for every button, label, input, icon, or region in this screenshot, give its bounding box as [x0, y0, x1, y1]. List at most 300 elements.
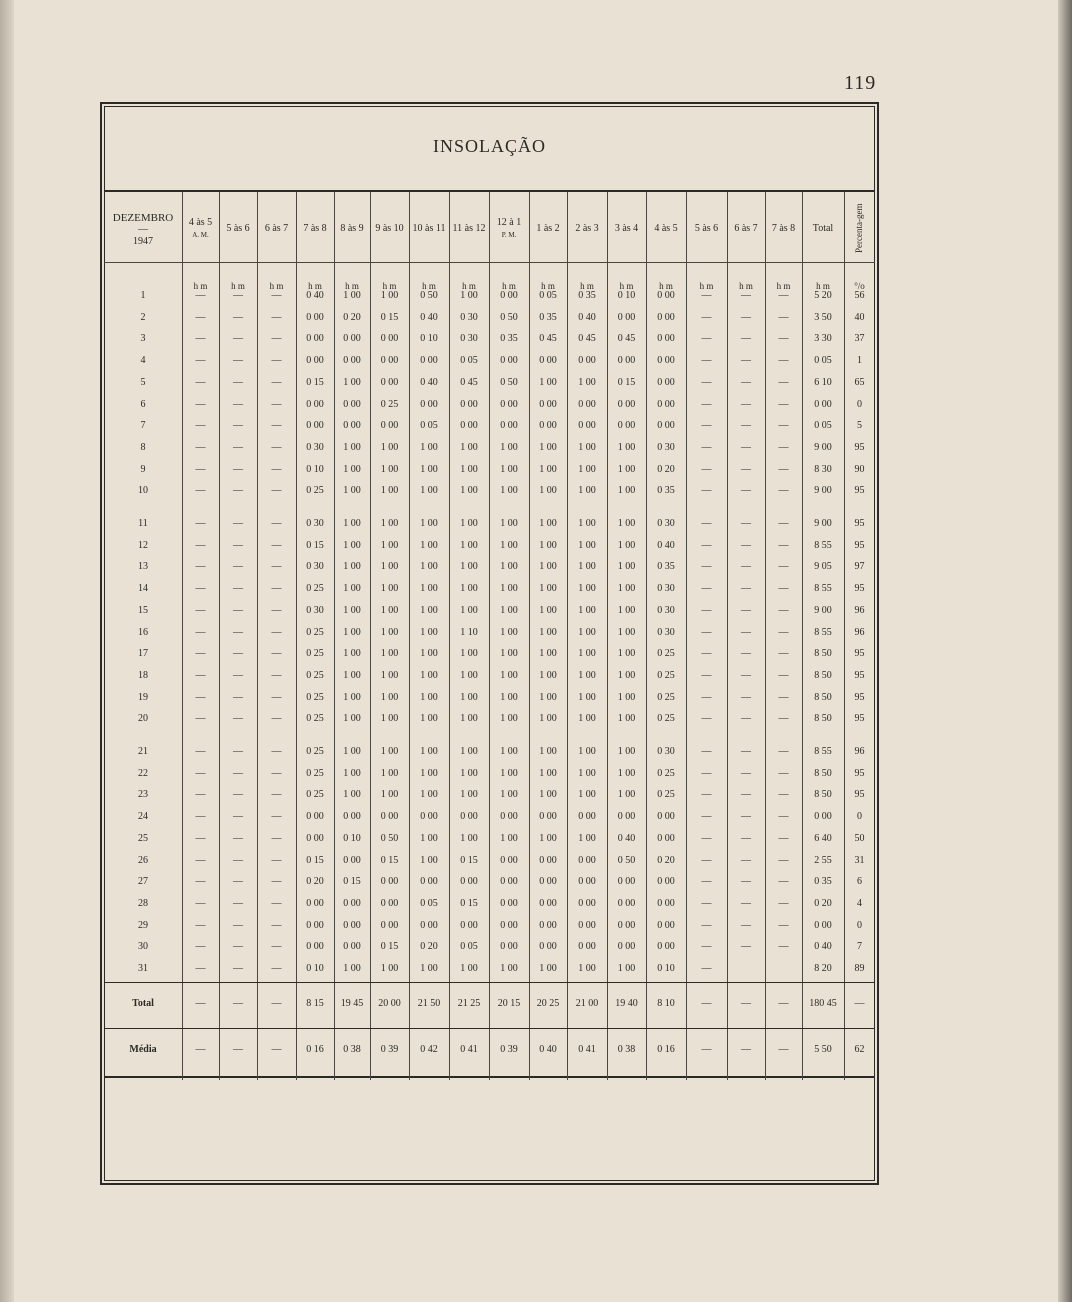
- value-cell: 0 00: [578, 876, 596, 888]
- value-cell: 0 25: [380, 398, 399, 410]
- percent-cell: 40: [854, 311, 865, 323]
- value-cell: —: [271, 290, 282, 301]
- value-cell: 0 00: [617, 420, 636, 432]
- value-cell: —: [741, 669, 751, 681]
- value-cell: 1 00: [578, 963, 596, 974]
- value-cell: —: [778, 648, 789, 660]
- value-cell: —: [778, 789, 789, 801]
- value-cell: —: [778, 463, 789, 475]
- value-cell: 1 00: [460, 832, 478, 844]
- value-cell: 0 00: [306, 420, 324, 432]
- total-cell: —: [271, 998, 282, 1009]
- value-cell: —: [195, 746, 206, 757]
- value-cell: —: [741, 463, 751, 475]
- value-cell: 1 00: [539, 832, 557, 844]
- value-cell: 0 00: [380, 333, 399, 345]
- value-cell: —: [233, 355, 243, 367]
- value-cell: 1 00: [578, 648, 596, 660]
- value-cell: —: [195, 485, 206, 497]
- day-label: 3: [140, 333, 146, 345]
- value-cell: 1 00: [460, 561, 478, 573]
- value-cell: —: [195, 604, 206, 616]
- value-cell: 0 00: [657, 355, 675, 367]
- value-cell: —: [778, 811, 789, 823]
- value-cell: 1 00: [380, 669, 399, 681]
- value-cell: 0 00: [578, 811, 596, 823]
- value-cell: 1 00: [343, 604, 361, 616]
- value-cell: 0 05: [460, 941, 478, 953]
- value-cell: —: [741, 398, 751, 410]
- total-cell: 180 45: [809, 998, 837, 1009]
- value-cell: 1 00: [617, 518, 636, 529]
- value-cell: 0 00: [617, 941, 636, 953]
- value-cell: —: [701, 376, 712, 388]
- value-cell: 0 25: [306, 789, 324, 801]
- value-cell: —: [271, 441, 282, 453]
- value-cell: —: [701, 583, 712, 595]
- value-cell: 1 00: [343, 441, 361, 453]
- value-cell: —: [233, 789, 243, 801]
- value-cell: 0 00: [500, 897, 518, 909]
- media-cell: —: [233, 1044, 243, 1055]
- value-cell: 0 00: [420, 919, 438, 931]
- value-cell: —: [195, 376, 206, 388]
- value-cell: 1 00: [578, 583, 596, 595]
- units-hm: h m: [269, 281, 284, 291]
- value-cell: —: [741, 333, 751, 345]
- value-cell: —: [701, 941, 712, 953]
- value-cell: 1 00: [500, 746, 518, 757]
- percent-cell: 96: [854, 604, 865, 616]
- value-cell: 1 00: [343, 583, 361, 595]
- value-cell: 1 00: [617, 539, 636, 551]
- value-cell: 0 20: [343, 311, 361, 323]
- media-cell: 0 41: [578, 1044, 596, 1055]
- value-cell: 9 00: [814, 485, 832, 497]
- total-cell: —: [741, 998, 751, 1009]
- percent-cell: 37: [854, 333, 865, 345]
- value-cell: 0 20: [814, 897, 832, 909]
- value-cell: 1 00: [343, 713, 361, 725]
- value-cell: 1 00: [539, 604, 557, 616]
- value-cell: 0 00: [380, 376, 399, 388]
- value-cell: —: [701, 669, 712, 681]
- value-cell: —: [195, 311, 206, 323]
- value-cell: 1 00: [420, 767, 438, 779]
- value-cell: —: [701, 963, 712, 974]
- value-cell: —: [271, 832, 282, 844]
- day-label: 6: [140, 398, 146, 410]
- value-cell: —: [271, 941, 282, 953]
- value-cell: —: [778, 626, 789, 638]
- value-cell: —: [233, 941, 243, 953]
- units-hm: h m: [462, 281, 476, 291]
- percent-cell: 6: [857, 876, 862, 888]
- percent-cell: 95: [854, 691, 865, 703]
- value-cell: 0 00: [657, 420, 675, 432]
- value-cell: 1 00: [578, 561, 596, 573]
- header-hour-12: 3 às 4: [614, 223, 639, 234]
- total-divider: [104, 982, 875, 983]
- value-cell: —: [233, 290, 243, 301]
- value-cell: 1 00: [420, 832, 438, 844]
- header-hour-13: 4 às 5: [654, 223, 678, 234]
- value-cell: 1 00: [460, 604, 478, 616]
- percent-cell: 90: [854, 463, 865, 475]
- value-cell: 0 25: [657, 767, 675, 779]
- percent-cell: 1: [857, 355, 862, 367]
- value-cell: 0 25: [306, 767, 324, 779]
- value-cell: 1 00: [460, 583, 478, 595]
- value-cell: 1 00: [460, 441, 478, 453]
- value-cell: 0 00: [578, 355, 596, 367]
- value-cell: —: [778, 691, 789, 703]
- value-cell: —: [778, 376, 789, 388]
- page-title: INSOLAÇÃO: [432, 136, 546, 156]
- percent-cell: 4: [857, 897, 862, 909]
- value-cell: 0 25: [306, 626, 324, 638]
- header-hour-14: 5 às 6: [694, 223, 719, 234]
- value-cell: 0 00: [460, 876, 478, 888]
- value-cell: 0 00: [539, 897, 557, 909]
- value-cell: 1 00: [578, 626, 596, 638]
- value-cell: —: [233, 669, 243, 681]
- day-label: 2: [140, 311, 146, 323]
- percent-cell: 0: [857, 919, 862, 931]
- value-cell: 0 20: [657, 854, 675, 866]
- total-cell: 19 40: [615, 998, 638, 1009]
- value-cell: 1 00: [617, 463, 636, 475]
- value-cell: 0 00: [380, 876, 399, 888]
- value-cell: —: [271, 648, 282, 660]
- value-cell: —: [741, 746, 751, 757]
- value-cell: 0 00: [343, 333, 361, 345]
- value-cell: —: [233, 441, 243, 453]
- value-cell: 1 00: [539, 463, 557, 475]
- value-cell: —: [195, 583, 206, 595]
- media-cell: 0 16: [657, 1044, 675, 1055]
- value-cell: —: [195, 355, 206, 367]
- day-label: 14: [138, 583, 148, 595]
- value-cell: 0 25: [306, 746, 324, 757]
- day-label: 31: [138, 963, 148, 974]
- value-cell: 8 55: [814, 539, 832, 551]
- value-cell: —: [701, 919, 712, 931]
- value-cell: 0 00: [500, 290, 518, 301]
- value-cell: 0 20: [306, 876, 324, 888]
- value-cell: 1 00: [460, 963, 478, 974]
- value-cell: —: [195, 441, 206, 453]
- value-cell: 0 00: [306, 941, 324, 953]
- value-cell: 1 00: [539, 691, 557, 703]
- percent-cell: 95: [854, 713, 865, 725]
- value-cell: 0 00: [460, 420, 478, 432]
- value-cell: 0 00: [539, 398, 557, 410]
- value-cell: 1 00: [460, 463, 478, 475]
- value-cell: —: [778, 518, 789, 529]
- value-cell: 0 35: [814, 876, 832, 888]
- value-cell: 0 00: [500, 420, 518, 432]
- header-total: Total: [812, 223, 834, 234]
- value-cell: —: [741, 420, 751, 432]
- value-cell: —: [778, 832, 789, 844]
- value-cell: 0 10: [343, 832, 361, 844]
- total-cell: 20 00: [378, 998, 401, 1009]
- value-cell: 0 25: [657, 713, 675, 725]
- value-cell: —: [741, 854, 751, 866]
- value-cell: —: [741, 376, 751, 388]
- day-label: 30: [138, 941, 148, 953]
- value-cell: 0 40: [814, 941, 832, 953]
- value-cell: —: [271, 919, 282, 931]
- value-cell: 1 00: [617, 713, 636, 725]
- value-cell: —: [271, 811, 282, 823]
- value-cell: 0 05: [460, 355, 478, 367]
- value-cell: 1 00: [420, 485, 438, 497]
- value-cell: 0 00: [539, 876, 557, 888]
- header-hour-6: 9 às 10: [375, 223, 404, 234]
- value-cell: 0 30: [460, 311, 478, 323]
- value-cell: —: [778, 311, 789, 323]
- value-cell: 1 00: [460, 669, 478, 681]
- value-cell: 0 00: [657, 897, 675, 909]
- media-cell: 62: [854, 1044, 865, 1055]
- value-cell: 1 00: [617, 767, 636, 779]
- value-cell: —: [233, 463, 243, 475]
- value-cell: 1 00: [343, 463, 361, 475]
- header-hour-15: 6 às 7: [734, 223, 758, 234]
- value-cell: 1 00: [380, 518, 399, 529]
- value-cell: —: [741, 767, 751, 779]
- value-cell: 1 00: [343, 669, 361, 681]
- total-cell: 20 25: [536, 998, 560, 1009]
- value-cell: 1 00: [578, 539, 596, 551]
- media-cell: —: [271, 1044, 282, 1055]
- value-cell: 8 55: [814, 583, 832, 595]
- percent-cell: 95: [854, 789, 865, 801]
- value-cell: —: [271, 876, 282, 888]
- value-cell: 0 00: [420, 876, 438, 888]
- value-cell: 1 00: [380, 604, 399, 616]
- value-cell: —: [741, 941, 751, 953]
- percent-cell: 95: [854, 485, 865, 497]
- value-cell: 1 00: [539, 583, 557, 595]
- value-cell: —: [195, 463, 206, 475]
- value-cell: 0 00: [420, 398, 438, 410]
- media-label: Média: [129, 1044, 157, 1055]
- value-cell: 1 00: [617, 789, 636, 801]
- value-cell: 1 00: [539, 963, 557, 974]
- value-cell: —: [195, 691, 206, 703]
- value-cell: 0 00: [306, 832, 324, 844]
- value-cell: 1 00: [578, 463, 596, 475]
- value-cell: —: [778, 941, 789, 953]
- day-label: 13: [138, 561, 148, 573]
- value-cell: 8 50: [814, 789, 832, 801]
- value-cell: 0 00: [500, 854, 518, 866]
- value-cell: —: [741, 539, 751, 551]
- value-cell: 0 00: [657, 876, 675, 888]
- value-cell: —: [741, 789, 751, 801]
- units-hm: h m: [502, 281, 516, 291]
- percent-cell: 96: [854, 746, 865, 757]
- value-cell: 0 15: [380, 311, 399, 323]
- total-cell: 21 50: [417, 998, 441, 1009]
- value-cell: 1 00: [578, 518, 596, 529]
- value-cell: 1 00: [380, 626, 399, 638]
- value-cell: 0 00: [343, 811, 361, 823]
- value-cell: 1 00: [380, 789, 399, 801]
- value-cell: 0 50: [500, 376, 518, 388]
- value-cell: 1 00: [420, 463, 438, 475]
- value-cell: 0 00: [500, 811, 518, 823]
- value-cell: 0 15: [380, 854, 399, 866]
- value-cell: 0 00: [539, 811, 557, 823]
- value-cell: 1 00: [343, 485, 361, 497]
- value-cell: —: [701, 626, 712, 638]
- value-cell: —: [741, 518, 751, 529]
- value-cell: 1 00: [500, 832, 518, 844]
- value-cell: 1 00: [420, 713, 438, 725]
- value-cell: 9 00: [814, 441, 832, 453]
- value-cell: 1 00: [578, 376, 596, 388]
- value-cell: 1 00: [380, 485, 399, 497]
- value-cell: 0 35: [539, 311, 557, 323]
- value-cell: 0 00: [814, 811, 832, 823]
- value-cell: 0 10: [420, 333, 438, 345]
- value-cell: —: [741, 441, 751, 453]
- media-cell: —: [701, 1044, 712, 1055]
- percent-cell: 95: [854, 767, 865, 779]
- value-cell: 1 00: [539, 485, 557, 497]
- value-cell: 0 00: [617, 811, 636, 823]
- value-cell: —: [778, 355, 789, 367]
- value-cell: —: [233, 518, 243, 529]
- value-cell: 0 00: [343, 355, 361, 367]
- value-cell: —: [701, 832, 712, 844]
- value-cell: 0 00: [814, 398, 832, 410]
- units-hm: h m: [659, 281, 673, 291]
- value-cell: —: [741, 713, 751, 725]
- value-cell: 0 15: [306, 854, 324, 866]
- value-cell: 1 00: [500, 691, 518, 703]
- value-cell: —: [778, 854, 789, 866]
- value-cell: 1 00: [460, 746, 478, 757]
- value-cell: 0 00: [306, 311, 324, 323]
- value-cell: 1 00: [343, 789, 361, 801]
- value-cell: 1 00: [380, 767, 399, 779]
- value-cell: —: [778, 333, 789, 345]
- page-number: 119: [844, 72, 877, 94]
- value-cell: 1 00: [617, 963, 636, 974]
- value-cell: 1 00: [617, 691, 636, 703]
- day-label: 23: [138, 789, 148, 801]
- value-cell: —: [778, 767, 789, 779]
- value-cell: 0 00: [500, 355, 518, 367]
- value-cell: —: [195, 941, 206, 953]
- media-cell: —: [778, 1044, 789, 1055]
- value-cell: —: [271, 789, 282, 801]
- value-cell: 0 05: [814, 355, 832, 367]
- value-cell: 8 55: [814, 626, 832, 638]
- value-cell: 8 50: [814, 669, 832, 681]
- value-cell: 0 00: [617, 311, 636, 323]
- percent-cell: 65: [854, 376, 865, 388]
- value-cell: —: [271, 398, 282, 410]
- value-cell: —: [233, 767, 243, 779]
- value-cell: —: [195, 713, 206, 725]
- value-cell: —: [778, 485, 789, 497]
- value-cell: 1 00: [617, 669, 636, 681]
- value-cell: 0 00: [343, 854, 361, 866]
- value-cell: 1 00: [539, 626, 557, 638]
- value-cell: —: [701, 789, 712, 801]
- value-cell: —: [741, 290, 751, 301]
- header-year: 1947: [133, 236, 153, 247]
- value-cell: 0 30: [306, 561, 324, 573]
- value-cell: 0 00: [420, 355, 438, 367]
- value-cell: 1 00: [343, 648, 361, 660]
- value-cell: —: [195, 561, 206, 573]
- value-cell: —: [233, 919, 243, 931]
- value-cell: 0 45: [539, 333, 557, 345]
- value-cell: —: [195, 789, 206, 801]
- value-cell: 0 00: [617, 876, 636, 888]
- value-cell: 1 00: [460, 539, 478, 551]
- value-cell: 1 00: [460, 648, 478, 660]
- value-cell: —: [701, 485, 712, 497]
- value-cell: 1 00: [420, 441, 438, 453]
- value-cell: —: [195, 919, 206, 931]
- value-cell: 1 00: [380, 561, 399, 573]
- units-hm: h m: [739, 281, 753, 291]
- value-cell: —: [195, 854, 206, 866]
- value-cell: 0 00: [578, 420, 596, 432]
- value-cell: 1 00: [343, 290, 361, 301]
- value-cell: 9 05: [814, 561, 832, 573]
- value-cell: 0 25: [657, 669, 675, 681]
- value-cell: 1 00: [420, 691, 438, 703]
- value-cell: 1 00: [500, 669, 518, 681]
- value-cell: 0 00: [306, 355, 324, 367]
- percent-cell: 5: [857, 420, 862, 432]
- units-hm: h m: [422, 281, 436, 291]
- value-cell: 0 25: [306, 485, 324, 497]
- value-cell: —: [233, 713, 243, 725]
- media-cell: —: [741, 1044, 751, 1055]
- percent-cell: 56: [854, 290, 865, 301]
- value-cell: 1 00: [539, 561, 557, 573]
- header-hour-8: 11 às 12: [452, 223, 486, 234]
- value-cell: —: [701, 876, 712, 888]
- value-cell: 0 00: [500, 919, 518, 931]
- value-cell: 8 55: [814, 746, 832, 757]
- value-cell: 1 00: [380, 441, 399, 453]
- percent-cell: 95: [854, 583, 865, 595]
- value-cell: 0 30: [657, 583, 675, 595]
- value-cell: 1 00: [578, 691, 596, 703]
- units-hm: h m: [776, 281, 791, 291]
- value-cell: —: [271, 583, 282, 595]
- media-cell: 0 39: [500, 1044, 518, 1055]
- units-hm: h m: [619, 281, 634, 291]
- media-cell: 0 39: [380, 1044, 399, 1055]
- value-cell: 0 00: [578, 398, 596, 410]
- day-label: 7: [140, 420, 146, 432]
- value-cell: —: [271, 311, 282, 323]
- value-cell: 8 50: [814, 691, 832, 703]
- day-label: 18: [138, 669, 148, 681]
